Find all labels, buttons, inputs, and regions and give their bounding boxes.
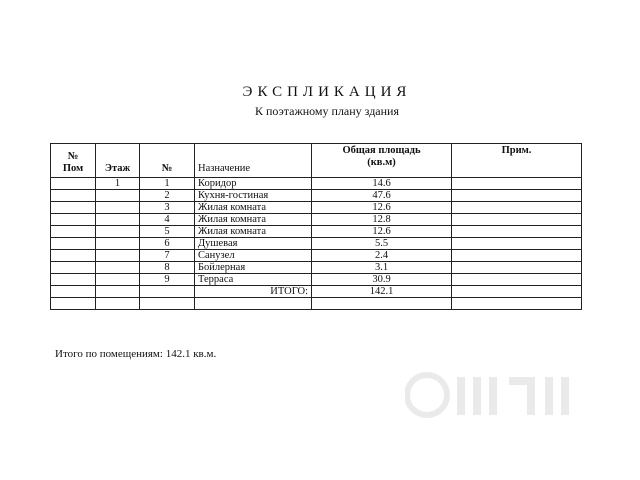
empty-row — [51, 298, 582, 310]
column-header-pom-line1: № — [67, 151, 79, 162]
cell-num — [140, 286, 195, 298]
column-header-floor: Этаж — [96, 144, 140, 178]
cell-floor — [96, 262, 140, 274]
column-header-num: № — [140, 144, 195, 178]
summary-text: Итого по помещениям: 142.1 кв.м. — [55, 348, 217, 360]
cell-num: 7 — [140, 250, 195, 262]
cell-area: 30.9 — [312, 274, 452, 286]
total-area: 142.1 — [312, 286, 452, 298]
cell-pom — [51, 202, 96, 214]
column-header-pom — [51, 144, 96, 178]
empty-cell — [140, 298, 195, 310]
table-row — [51, 226, 582, 238]
total-row — [51, 286, 582, 298]
column-header-area-line1: Общая площадь — [342, 145, 421, 156]
column-header-pom-line2: Пом — [62, 163, 84, 174]
column-header-notes: Прим. — [452, 144, 582, 178]
cian-watermark-icon — [405, 355, 575, 435]
cell-pom — [51, 190, 96, 202]
cell-area: 12.8 — [312, 214, 452, 226]
cell-floor — [96, 190, 140, 202]
empty-cell — [195, 298, 312, 310]
cell-notes — [452, 190, 582, 202]
cell-floor — [96, 202, 140, 214]
cell-area: 3.1 — [312, 262, 452, 274]
cell-floor: 1 — [96, 178, 140, 190]
cell-pom — [51, 178, 96, 190]
cell-pom — [51, 226, 96, 238]
cell-pom — [51, 238, 96, 250]
empty-cell — [96, 298, 140, 310]
cell-num: 6 — [140, 238, 195, 250]
cell-num: 9 — [140, 274, 195, 286]
cell-purpose: Душевая — [195, 238, 312, 250]
column-header-area — [312, 144, 452, 178]
cell-num: 5 — [140, 226, 195, 238]
cell-area: 12.6 — [312, 202, 452, 214]
cell-purpose: Коридор — [195, 178, 312, 190]
cell-notes — [452, 262, 582, 274]
cell-floor — [96, 250, 140, 262]
table-row — [51, 250, 582, 262]
cell-purpose: Жилая комната — [195, 214, 312, 226]
cell-num: 3 — [140, 202, 195, 214]
cell-num: 1 — [140, 178, 195, 190]
cell-notes — [452, 238, 582, 250]
cell-purpose: Санузел — [195, 250, 312, 262]
cell-floor — [96, 274, 140, 286]
cell-num: 8 — [140, 262, 195, 274]
cell-pom — [51, 262, 96, 274]
cell-pom — [51, 286, 96, 298]
column-header-area-line2: (кв.м) — [367, 157, 396, 168]
table-row — [51, 274, 582, 286]
table-header-row — [51, 144, 582, 178]
total-label: ИТОГО: — [195, 286, 312, 298]
cell-purpose: Жилая комната — [195, 202, 312, 214]
cell-notes — [452, 178, 582, 190]
cell-area: 12.6 — [312, 226, 452, 238]
table-row — [51, 238, 582, 250]
cell-notes — [452, 250, 582, 262]
cell-floor — [96, 286, 140, 298]
cell-notes — [452, 202, 582, 214]
empty-cell — [51, 298, 96, 310]
cell-floor — [96, 238, 140, 250]
cell-floor — [96, 226, 140, 238]
cell-num: 2 — [140, 190, 195, 202]
cell-purpose: Терраса — [195, 274, 312, 286]
table-row — [51, 178, 582, 190]
document-subtitle: К поэтажному плану здания — [255, 104, 399, 118]
table-row — [51, 262, 582, 274]
table-row — [51, 202, 582, 214]
empty-cell — [452, 298, 582, 310]
cell-floor — [96, 214, 140, 226]
cell-notes — [452, 226, 582, 238]
cell-area: 14.6 — [312, 178, 452, 190]
table-body — [51, 178, 582, 310]
cell-purpose: Бойлерная — [195, 262, 312, 274]
cell-purpose: Жилая комната — [195, 226, 312, 238]
table-row — [51, 190, 582, 202]
cell-pom — [51, 274, 96, 286]
table-row — [51, 214, 582, 226]
document-title: ЭКСПЛИКАЦИЯ — [242, 84, 412, 100]
cell-pom — [51, 214, 96, 226]
empty-cell — [312, 298, 452, 310]
cell-area: 2.4 — [312, 250, 452, 262]
cell-notes — [452, 274, 582, 286]
cell-pom — [51, 250, 96, 262]
cell-area: 5.5 — [312, 238, 452, 250]
cell-area: 47.6 — [312, 190, 452, 202]
column-header-purpose: Назначение — [195, 144, 312, 178]
cell-purpose: Кухня-гостиная — [195, 190, 312, 202]
cell-num: 4 — [140, 214, 195, 226]
explication-table — [50, 143, 582, 310]
cell-notes — [452, 286, 582, 298]
cell-notes — [452, 214, 582, 226]
